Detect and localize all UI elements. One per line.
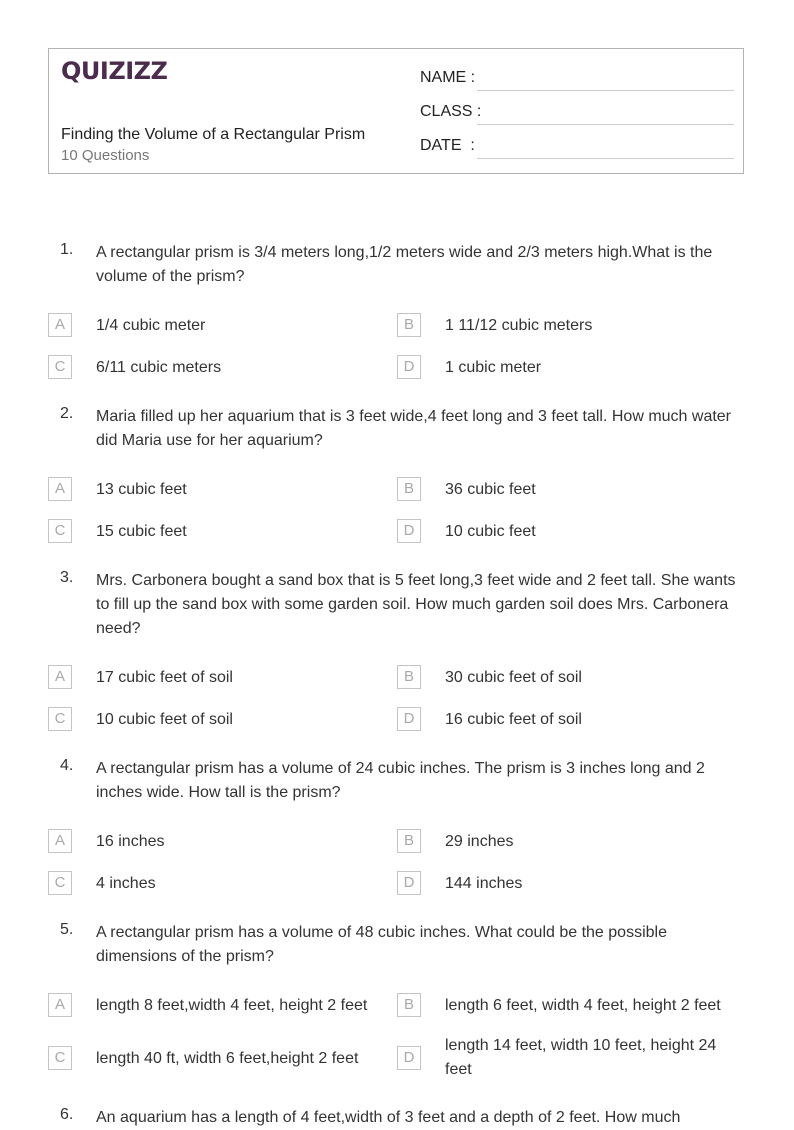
question-text: A rectangular prism is 3/4 meters long,1/2 meters wide and 2/3 meters high.What is the volume of the prism? [96,244,713,285]
name-field[interactable] [420,67,734,91]
option-text: 1 11/12 cubic meters [445,317,593,334]
class-field[interactable] [420,101,734,125]
option-letter: A [48,477,72,501]
option-letter: B [397,829,421,853]
option-text: 6/11 cubic meters [96,359,222,376]
option-text: 10 cubic feet [445,523,536,540]
option-letter: A [48,665,72,689]
option-letter: B [397,313,421,337]
option-text: 1/4 cubic meter [96,317,206,334]
option-letter: C [48,355,72,379]
option-text: 4 inches [96,875,156,892]
option-letter: B [397,665,421,689]
question-number: 3. [60,569,74,586]
option-letter: A [48,313,72,337]
option-text: 36 cubic feet [445,481,536,498]
option-text: 29 inches [445,833,514,850]
question-text: Mrs. Carbonera bought a sand box that is 5 feet long,3 feet wide and 2 feet tall. She wants to fill up the sand box with some garden soil. How much garden soil does Mrs. Carbonera need? [96,572,736,637]
question-text: A rectangular prism has a volume of 24 cubic inches. The prism is 3 inches long and 2 inches wide. How tall is the prism? [96,760,705,801]
option-text: length 6 feet, width 4 feet, height 2 feet [445,997,721,1014]
option-letter: D [397,519,421,543]
date-line[interactable] [477,158,734,159]
question-text: Maria filled up her aquarium that is 3 feet wide,4 feet long and 3 feet tall. How much water did Maria use for her aquarium? [96,408,732,449]
question-number: 5. [60,921,74,938]
option-letter: C [48,519,72,543]
option-letter: D [397,355,421,379]
name-label: NAME : [420,69,476,86]
option-text: 144 inches [445,875,523,892]
option-text: 16 cubic feet of soil [445,711,582,728]
question-number: 4. [60,757,74,774]
option-text: 30 cubic feet of soil [445,669,582,686]
date-field[interactable] [420,135,734,159]
option-letter: B [397,477,421,501]
option-text: 13 cubic feet [96,481,187,498]
option-text: length 8 feet,width 4 feet, height 2 feet [96,997,368,1014]
option-text: length 40 ft, width 6 feet,height 2 feet [96,1050,359,1067]
question-text: An aquarium has a length of 4 feet,width of 3 feet and a depth of 2 feet. How much [96,1109,681,1126]
date-label: DATE : [420,137,475,154]
option-text: 15 cubic feet [96,523,187,540]
class-label: CLASS : [420,103,482,120]
option-letter: A [48,829,72,853]
worksheet-title: Finding the Volume of a Rectangular Prism [61,126,366,143]
quizizz-logo: QUIZIZZ [61,57,168,85]
option-letter: C [48,707,72,731]
option-text: 16 inches [96,833,165,850]
worksheet-header [48,48,744,174]
option-text: 1 cubic meter [445,359,542,376]
name-line[interactable] [477,90,734,91]
option-letter: A [48,993,72,1017]
option-letter: B [397,993,421,1017]
question-number: 6. [60,1106,74,1123]
class-line[interactable] [477,124,734,125]
question-number: 1. [60,241,74,258]
option-letter: D [397,1046,421,1070]
option-text: 10 cubic feet of soil [96,711,233,728]
question-number: 2. [60,405,74,422]
question-count: 10 Questions [61,147,150,164]
option-letter: D [397,871,421,895]
option-text: length 14 feet, width 10 feet, height 24 feet [445,1037,717,1078]
option-letter: D [397,707,421,731]
option-text: 17 cubic feet of soil [96,669,233,686]
option-letter: C [48,871,72,895]
option-letter: C [48,1046,72,1070]
question-text: A rectangular prism has a volume of 48 cubic inches. What could be the possible dimensions of the prism? [96,924,667,965]
